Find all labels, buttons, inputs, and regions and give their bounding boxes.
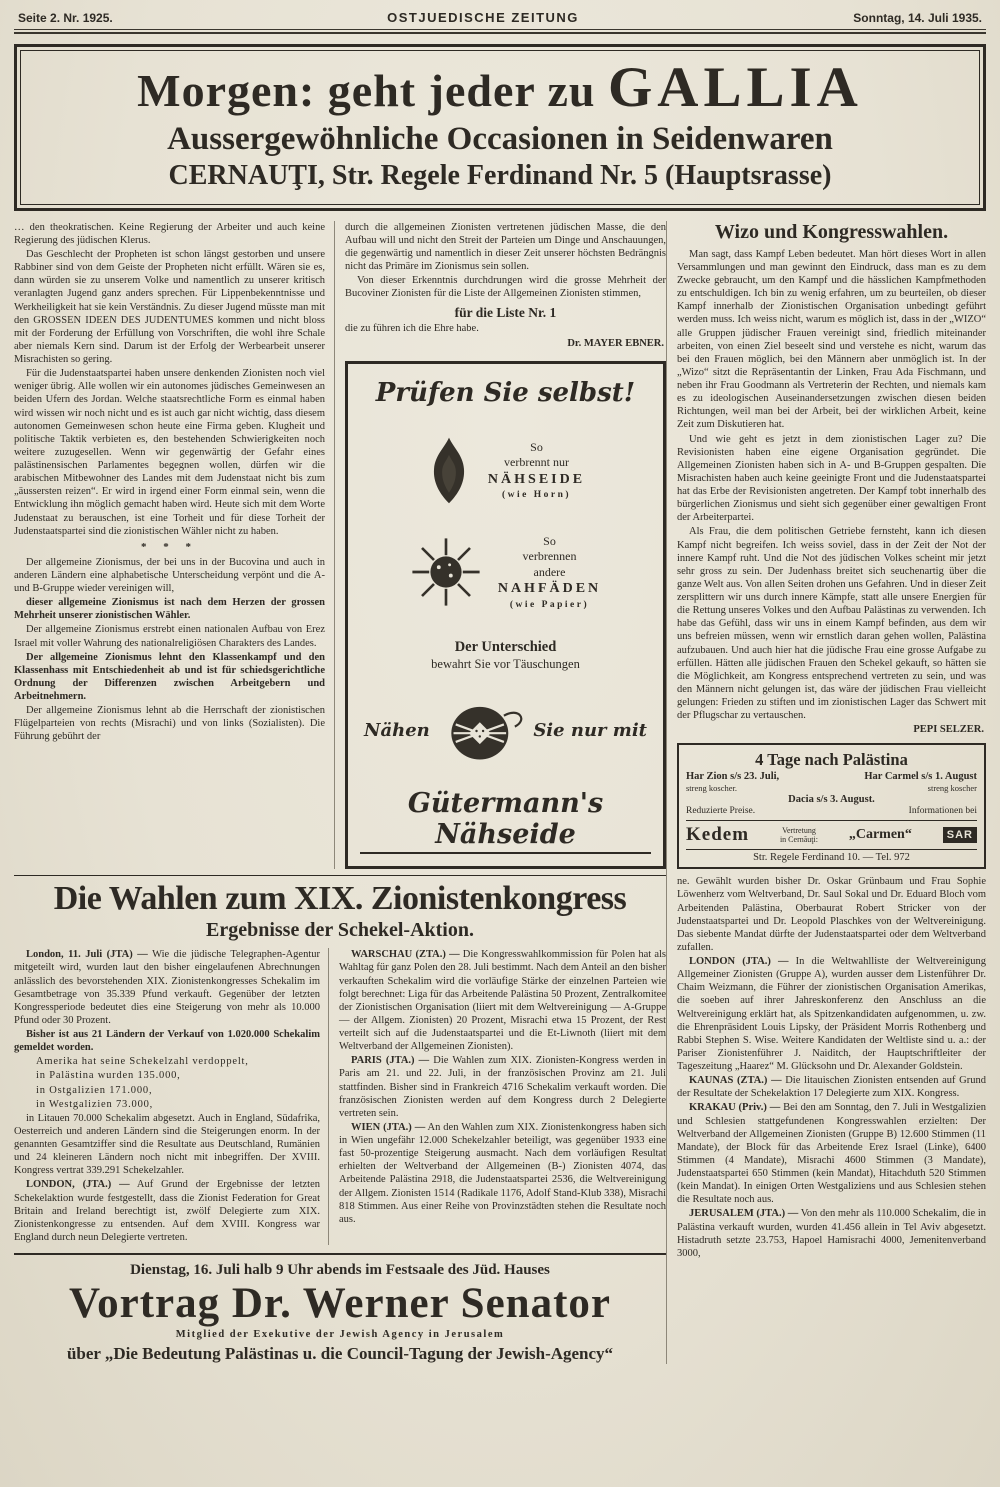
article-paragraph: … den theokratischen. Keine Regierung der Arbeiter und auch keine Regierung des jüdischen Klerus. <box>14 221 325 246</box>
kosher-note: streng koscher. <box>686 783 737 794</box>
article-paragraph: Von dieser Erkenntnis durchdrungen wird die grosse Mehrheit der Bucoviner Zionisten für die Liste der Allgemeinen Zionisten stimmen, <box>345 275 666 300</box>
article-paragraph: dieser allgemeine Zionismus ist nach dem Herzen der grossen Mehrheit unserer zionistischen Wähler. <box>14 597 325 622</box>
news-paragraph: Bisher ist aus 21 Ländern der Verkauf von 1.020.000 Schekalim gemeldet worden. <box>14 1029 320 1054</box>
article-paragraph: Man sagt, dass Kampf Leben bedeutet. Man hört dieses Wort in allen Versammlungen und man gewinnt den Eindruck, dass man es zu dem Zwecke gebraucht, um den Kampf und die hässlichen Kampfmethoden zu entschuldigen. Ich bin zu wenig erfahren, um zu beurteilen, ob dieser Kampf innerhalb der Zionistischen Organisation unbedingt geführt werden muss. Ich weiss nicht, warum es möglich ist, dass in der „WIZO“ alle Gruppen jüdischer Frauen vereinigt sind, friedlich miteinander arbeiten, von einen Ziel beseelt sind und verstehe es nicht, warum das bei den Frauen möglich, bei den Männern aber unmöglich ist. In der „Wizo“ sitzt die Repräsentantin der Linken, Frau Ada Fischmann, und neben ihr Frau Goodmann als Vertreterin der Rechten, und niemals kam es zu ideologischen Auseinandersetzungen zwischen diesen beiden Richtungen, weil man bei der Arbeit, bei der wirklichen Arbeit, keine Zeit zum Diskutieren hat. <box>677 248 986 431</box>
article-paragraph: Der allgemeine Zionismus, der bei uns in der Bucovina und auch in anderen Ländern eine alphabetische Unterscheidung verpönt und die A- und B-Gruppe wieder vereinigen will, <box>14 556 325 595</box>
ad-text-line: So <box>543 533 556 548</box>
gallia-subline: Aussergewöhnliche Occasionen in Seidenwaren <box>167 120 833 157</box>
burst-icon <box>410 536 482 608</box>
ad-text-line: NÄHSEIDE <box>487 471 586 487</box>
article-paragraph: Das Geschlecht der Propheten ist schon längst gestorben und unsere Rabbiner sind von dem Geiste der Propheten nicht erfüllt. Wären sie es, dann würden sie zu unserem Volke und namentlich zu unserer kritisch veranlagten Jugend ganz anders sprechen. Für Lippenbekenntnisse und Werkheiligkeit hat sie kein Verständnis. Zu dieser Jugend müsste man mit den GROSSEN IDEEN DES JUDENTUMES kommen und nicht bloss mit der Forderung der Erfüllung von Vorschriften, die wohl ihre Schale aber niemals Kern sind. Darum ist der Erfolg der Werbearbeit unserer Misrachisten so gering. <box>14 249 325 366</box>
news-paragraph: WIEN (JTA.) — An den Wahlen zum XIX. Zionistenkongress haben sich in Wien ungefähr 12.000 Schekelzahler beteiligt, was gegenüber 1933 eine fast 50-prozentige Steigerung ausmacht. Nach dem vorläufigen Resultat erhielten der Weltverband der Allgemeinen (B-) Zionisten 4074, das Arbeitende Palästina 2918, die Judenstaatspartei 2536, die Weltvereinigung der Allgem. Zionisten 1514 (Radikale 1176, Adolf Stand-Klub 338), Misrachi 818 Stimmen. Aus einer Reihe von Provinzstädten stehen die Resultate noch aus. <box>339 1121 666 1225</box>
ad-text-line: andere <box>533 564 566 579</box>
column-3 <box>666 221 986 1364</box>
lecture-announcement <box>14 1253 666 1364</box>
gallia-headline: Morgen: geht jeder zu GALLIA <box>137 56 863 119</box>
agency-address: Str. Regele Ferdinand 10. — Tel. 972 <box>686 849 977 863</box>
lecture-datetime: Dienstag, 16. Juli halb 9 Uhr abends im Festsaale des Jüd. Hauses <box>130 1262 550 1279</box>
kosher-note: streng koscher <box>927 783 977 794</box>
page-number: Seite 2. Nr. 1925. <box>18 11 113 25</box>
left-region <box>14 221 666 1364</box>
flame-icon <box>426 436 472 506</box>
article-paragraph: durch die allgemeinen Zionisten vertretenen jüdischen Masse, die den Aufbau will und nicht den Streit der Parteien um Dinge und Anschauungen, die gegenwärtig und namentlich in dieser Zeit unserer höchsten Bedrängnis nicht das Primäre im Zionismus sein sollen. <box>345 221 666 273</box>
column-2 <box>334 221 666 869</box>
article-paragraph: Für die Judenstaatspartei haben unsere denkenden Zionisten noch viel weniger übrig. Alle wollen wir ein autonomes jüdisches Gemeinwesen an beiden Ufern des Jordan. Welche staatsrechtliche Form es einmal haben wird wissen wir noch nicht und es ist auch gar nicht wichtig, dass diesem autonomen Gemeinwesen schon heute eine Firma geben. Klugheit und politische Taktik verbieten es, den bestehenden Schwierigkeiten noch weitere zuzugesellen. Wenn wir gegenwärtig der Gefahr eines palästinensischen Parlamentes begegnen wollen, dürfen wir die arabischen Mitbewohner des Landes mit dem Judenstaat nicht bis zum „äussersten reizen“. Er wird in irgend einer Form einmal sein, wenn die Entwicklung ihn möglich gemacht haben wird. Heute sich mit dem Worte Judenstaat zu berauschen, ist eine Torheit und für diese Torheit der Judenstaatspartei sind die zionistischen Wähler nicht zu haben. <box>14 368 325 537</box>
ad-text-line: Nähen <box>364 720 430 742</box>
news-paragraph: PARIS (JTA.) — Die Wahlen zum XIX. Zionisten-Kongress werden in Paris am 21. und 22. Juli, in der französischen Provinz am 21. Juli stattfinden. Bisher sind in Frankreich 4716 Schekalim verkauft worden. Die französischen Zionisten werden auf dem Kongress durch 2 Delegierte vertreten sein. <box>339 1055 666 1119</box>
ad-text-line: (wie Horn) <box>501 490 572 501</box>
ad-text-line: NAHFÄDEN <box>497 581 602 597</box>
ad-text-line: verbrennt nur <box>504 455 569 470</box>
kedem-agency: Kedem <box>686 824 750 846</box>
news-paragraph: JERUSALEM (JTA.) — Von den mehr als 110.000 Schekalim, die in Palästina verkauft wurden, wurden 41.456 allein in Tel Aviv abgesetzt. Histadruth setzte 23.753, Hapoel Hamisrachi 4000, Jemenitenverband 3000, <box>677 1208 987 1259</box>
news-line: in Westgalizien 73.000, <box>36 1098 154 1110</box>
wizo-headline: Wizo und Kongresswahlen. <box>714 220 949 243</box>
palestine-travel-advertisement <box>677 743 986 869</box>
ad-text-line: verbrennen <box>522 549 577 564</box>
author-signature: Dr. MAYER EBNER. <box>567 337 664 349</box>
news-paragraph: LONDON, (JTA.) — Auf Grund der Ergebnisse der letzten Schekelaktion wurde festgestellt, dass die Zionist Federation for Great Britain and Ireland berechtigt ist, zwölf Delegierte zum XIX. Zionistenkongresse zu entsenden. Auf dem XVIII. Kongress war England durch neun Delegierte vertreten. <box>14 1179 320 1243</box>
lecture-role: Mitglied der Exekutive der Jewish Agency in Jerusalem <box>175 1329 505 1341</box>
news-line: in Palästina wurden 135.000, <box>36 1070 181 1082</box>
news-line: in Ostgalizien 171.000, <box>36 1084 153 1096</box>
author-signature: PEPI SELZER. <box>913 724 984 736</box>
congress-article <box>14 875 666 1245</box>
ship-sailing: Har Zion s/s 23. Juli, <box>686 771 780 783</box>
gallia-address: CERNAUŢI, Str. Regele Ferdinand Nr. 5 (Hauptsrasse) <box>168 159 832 191</box>
news-paragraph: London, 11. Juli (JTA) — Wie die jüdische Telegraphen-Agentur mitgeteilt wird, wurden laut den bisher eingelaufenen Abrechnungen anlässlich des bevorstehenden XIX. Zionistenkongresses Schekalim im Gesamtbetrage von 35.339 Pfund verkauft. Gegenüber der letzten Kongressperiode bedeutet dies eine Steigerung von mehr als 10.000 Pfund oder 30 Prozent. <box>14 949 320 1026</box>
news-paragraph: LONDON (JTA.) — In die Weltwahlliste der Weltvereinigung Allgemeiner Zionisten (Gruppe A), wurden ausser dem Listenführer Dr. Chaim Weizmann, die Führer der zionistischen Organisation Amerikas, die soeben auf ihrer Jahreskonferenz den Anschluss an die Weltvereinigung erklärt hat, als Spitzenkandidaten aufgenommen, u. zw. die Ehrenpräsident Louis Lipsky, der Präsident Morris Rothenberg und Rabbi Stephen S. Wise. Weitere Kandidaten der Weltliste sind u. a.: der Pariser Zionistenführer J. Naiditch, der Hauptschriftleiter der Tageszeitung „Haarez“ M. Glücksohn und Dr. Alexander Goldstein. <box>677 956 986 1073</box>
agency-note: Vertretung <box>782 825 816 835</box>
article-paragraph: Der allgemeine Zionismus erstrebt einen nationalen Aufbau von Erez Israel mit voller Wahrung des nationalreligiösen Charakters des Landes. <box>14 624 325 649</box>
article-paragraph: die zu führen ich die Ehre habe. <box>345 322 479 334</box>
newspaper-title: OSTJUEDISCHE ZEITUNG <box>387 10 579 25</box>
lecture-topic: über „Die Bedeutung Palästinas u. die Council-Tagung der Jewish-Agency“ <box>66 1344 614 1364</box>
agency-note: in Cernăuţi: <box>779 835 818 845</box>
masthead <box>0 0 1000 29</box>
article-paragraph: Der allgemeine Zionismus lehnt den Klassenkampf und den Klassenhass mit Entschiedenheit ab und ist für schiedsgerichtliche Ordnung der Differenzen zwischen Arbeitgebern und Arbeitnehmern. <box>14 651 325 703</box>
info-note: Informationen bei <box>908 806 977 817</box>
sar-logo: SAR <box>943 827 977 843</box>
ad-text-line: Der Unterschied <box>454 638 557 655</box>
ship-sailing: Dacia s/s 3. August. <box>788 794 875 806</box>
news-paragraph: KAUNAS (ZTA.) — Die litauischen Zionisten entsenden auf Grund der Resultate der Schekelaktion 17 Delegierte zum XIX. Kongress. <box>677 1075 986 1100</box>
page-content <box>0 215 1000 1364</box>
article-paragraph: Der allgemeine Zionismus lehnt ab die Herrschaft der zionistischen Flügelparteien von rechts (Misrachi) und von links (Sozialisten). Die Führung gebührt der <box>14 705 325 743</box>
ad-text-line: Sie nur mit <box>533 720 647 742</box>
gallia-brand: GALLIA <box>607 56 863 119</box>
gallia-advertisement <box>14 44 986 211</box>
masthead-rule <box>14 29 986 34</box>
article-paragraph: Und wie geht es jetzt in dem zionistischen Lager zu? Die Revisionisten haben eine eigene Organisation gegründet. Die Allgemeinen Zionisten haben sich in A- und B-Gruppen gespalten. Die Misrachisten haben auch keine geeinigte Front und die Judenstaatspartei hat das Erbe der Revisionisten angetreten. Der Kampf tobt innerhalb des bürgerlichen Zionismus und sieht sich gegenüber einer gewaltigen Front der Arbeiterpartei. <box>677 433 986 524</box>
price-note: Reduzierte Preise. <box>686 806 756 817</box>
carmen-agency: „Carmen“ <box>848 827 912 843</box>
news-paragraph: WARSCHAU (ZTA.) — Die Kongresswahlkommission für Polen hat als Wahltag für ganz Polen den 28. Juli bestimmt. Nach dem Anteil an den bisher verkauften Schekalim wird die vorläufige Stärke der einzelnen Parteien wie folgt berechnet: Liga für das Arbeitende Palästina 50 Prozent, Zentralkomitee der Zionistischen Organisation (liiert mit dem Weltvereinigung — A-Gruppe — der Allgem. Zionisten) 20 Prozent, Misrachi etwa 15 Prozent, der Rest verteilt sich auf die Judenstaatspartei und die Et-Liwnoth (liiert mit dem Weltverband der Allgemeinen Zionisten). <box>339 949 667 1053</box>
ship-ad-title: 4 Tage nach Palästina <box>755 750 908 770</box>
news-line: Amerika hat seine Schekelzahl verdoppelt, <box>36 1056 249 1068</box>
liste-nr-1-line: für die Liste Nr. 1 <box>454 304 557 320</box>
congress-column-left <box>14 948 328 1245</box>
ad-text-line: (wie Papier) <box>509 599 590 610</box>
section-divider: * * * <box>141 540 198 553</box>
ship-sailing: Har Carmel s/s 1. August <box>864 771 977 783</box>
lecture-headline: Vortrag Dr. Werner Senator <box>69 1280 611 1328</box>
issue-date: Sonntag, 14. Juli 1935. <box>853 11 982 25</box>
news-paragraph: in Litauen 70.000 Schekalim abgesetzt. Auch in England, Südafrika, Oesterreich und anderen Ländern sind die Steigerungen enorm. In der genannten Gesamtziffer sind die Resultate aus Deutschland, Rumänien und 24 kleineren Ländern noch nicht mit inbegriffen. Der XVIII. Kongress vertrat 339.291 Schekelzahler. <box>14 1112 320 1177</box>
ad-text-line: bewahrt Sie vor Täuschungen <box>431 656 580 671</box>
congress-headline: Die Wahlen zum XIX. Zionistenkongress <box>53 879 627 917</box>
news-paragraph: ne. Gewählt wurden bisher Dr. Oskar Grünbaum und Frau Sophie Löwenherz vom Weltverband, Dr. Saul Sokal und Dr. Eduard Bloch vom Arbeitenden Palästina, Oberbaurat Robert Stricker von der Judenstaatspartei und Dr. Leopold Plaschkes von der Weltvereinigung. Das siebente Mandat dürfte der Judenstaatspartei oder dem Weltverband zufallen. <box>677 876 986 953</box>
ad-text-line: So <box>530 439 543 454</box>
guetermann-brand: Gütermann's Nähseide <box>360 788 651 854</box>
thread-spool-icon <box>436 698 528 764</box>
congress-column-right <box>328 948 666 1245</box>
news-paragraph: KRAKAU (Priv.) — Bei den am Sonntag, den 7. Juli in Westgalizien und Schlesien stattgefundenen Kongresswahlen erzielten: Der Weltverband der Allgemeinen Zionisten (Gruppe B) 12.600 Stimmen (11 Mandate), der Block für das Arbeitende Erez Israel (Linke), 6400 Stimmen (4 Mandate), Misrachi 4600 Stimmen (3 Mandate), Judenstaatspartei 650 Stimmen (kein Mandat), Hitachduth 520 Stimmen (kein Mandat). In einigen Orten Westgaliziens und aus Schlesien stehen die Resultate noch aus. <box>677 1102 986 1206</box>
article-paragraph: Als Frau, die dem politischen Getriebe fernsteht, kann ich diesen Kampf nicht begreifen. Ich weiss soviel, dass in der Zeit der Not der innere Kampf ruht. Und die Not des jüdischen Volkes scheint mir jetzt sehr gross zu sein. Der Judenhass breitet sich seuchenartig über die ganze Welt aus. Von allen Seiten drohen uns Gefahren. Und in dieser Zeit zersplittern wir uns durch innere Kämpfe, statt alle unsere Energien für die Rettung unseres Volkes und den Aufbau Palästinas zu verwenden. Ich habe das Gefühl, dass wir uns in einem Kampf befinden, aus dem wir uns befreien müssen, wenn wir ernstlich daran gehen wollen, Palästina aufzubauen. Und auch hier hat die jüdische Frau eine grosse Aufgabe zu erfüllen. Hätten alle jüdischen Frauen den Schekel gekauft, so hätten sie die Möglichkeit, am Kongress entsprechend vertreten zu sein, und was den Männern nicht gelungen ist, das wäre der jüdischen Frau vielleicht gelungen: Frieden zu stiften und im zionistischen Lager das Schwert mit der Pflugschar zu vertauschen. <box>677 526 986 722</box>
column-1 <box>14 221 334 869</box>
congress-subhead: Ergebnisse der Schekel-Aktion. <box>206 919 474 942</box>
guetermann-advertisement <box>345 361 666 869</box>
guetermann-headline: Prüfen Sie selbst! <box>375 377 636 408</box>
